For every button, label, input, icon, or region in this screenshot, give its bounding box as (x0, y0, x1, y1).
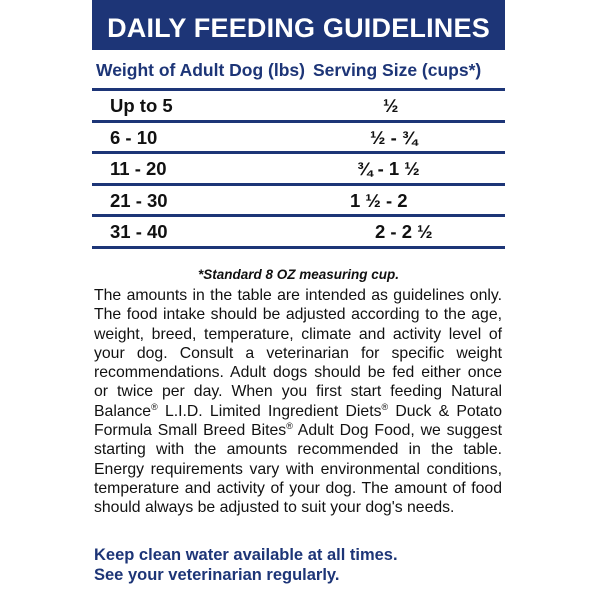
weight-cell: 31 - 40 (110, 221, 168, 242)
weight-cell: Up to 5 (110, 95, 173, 116)
serving-cell: ½ - ¾ (370, 126, 418, 148)
paragraph-text: The amounts in the table are intended as guidelines only. The food intake should be adjusted according to the age, weight, breed, temperature, climate and activity level of your dog. Consult a veterinarian for specific weight recommendations. Adult dogs should be fed either once or twice per day. When you first start feeding Natural Balance (94, 287, 502, 420)
paragraph-text: L.I.D. Limited Ingredient Diets (157, 402, 382, 420)
serving-cell: 2 - 2 ½ (375, 221, 433, 242)
table-row (92, 88, 505, 120)
water-reminder: Keep clean water available at all times. (94, 546, 398, 564)
guidelines-paragraph (94, 286, 502, 518)
table-row (92, 183, 505, 215)
registered-mark: ® (381, 401, 389, 412)
measuring-cup-footnote: *Standard 8 OZ measuring cup. (197, 267, 400, 282)
serving-cell: 1 ½ - 2 (350, 189, 408, 211)
registered-mark: ® (151, 401, 158, 412)
table-header (92, 56, 505, 84)
feeding-guidelines-panel (92, 0, 505, 600)
table-row (92, 214, 505, 249)
serving-cell: ¾ - 1 ½ (357, 158, 420, 179)
weight-cell: 21 - 30 (110, 189, 168, 211)
table-row (92, 151, 505, 183)
weight-cell: 6 - 10 (110, 126, 158, 148)
paragraph-text: Duck & Potato Formula Small Breed Bites (94, 402, 502, 440)
feeding-table (92, 88, 505, 249)
weight-cell: 11 - 20 (110, 158, 167, 179)
serving-column-header: Serving Size (cups*) (313, 60, 482, 80)
registered-mark: ® (286, 421, 293, 432)
page-title: DAILY FEEDING GUIDELINES (107, 13, 490, 43)
paragraph-text: Adult Dog Food, we suggest starting with the amounts recommended in the table. Energy requirements vary with environmental conditions, temperature and activity of your dog. The amount of food should always be adjusted to suit your dog's needs. (94, 422, 502, 517)
title-banner (92, 0, 505, 50)
serving-cell: ½ (383, 95, 399, 116)
table-row (92, 120, 505, 152)
vet-reminder: See your veterinarian regularly. (94, 566, 340, 584)
weight-column-header: Weight of Adult Dog (lbs) (96, 60, 305, 80)
closing-notes (94, 545, 504, 585)
